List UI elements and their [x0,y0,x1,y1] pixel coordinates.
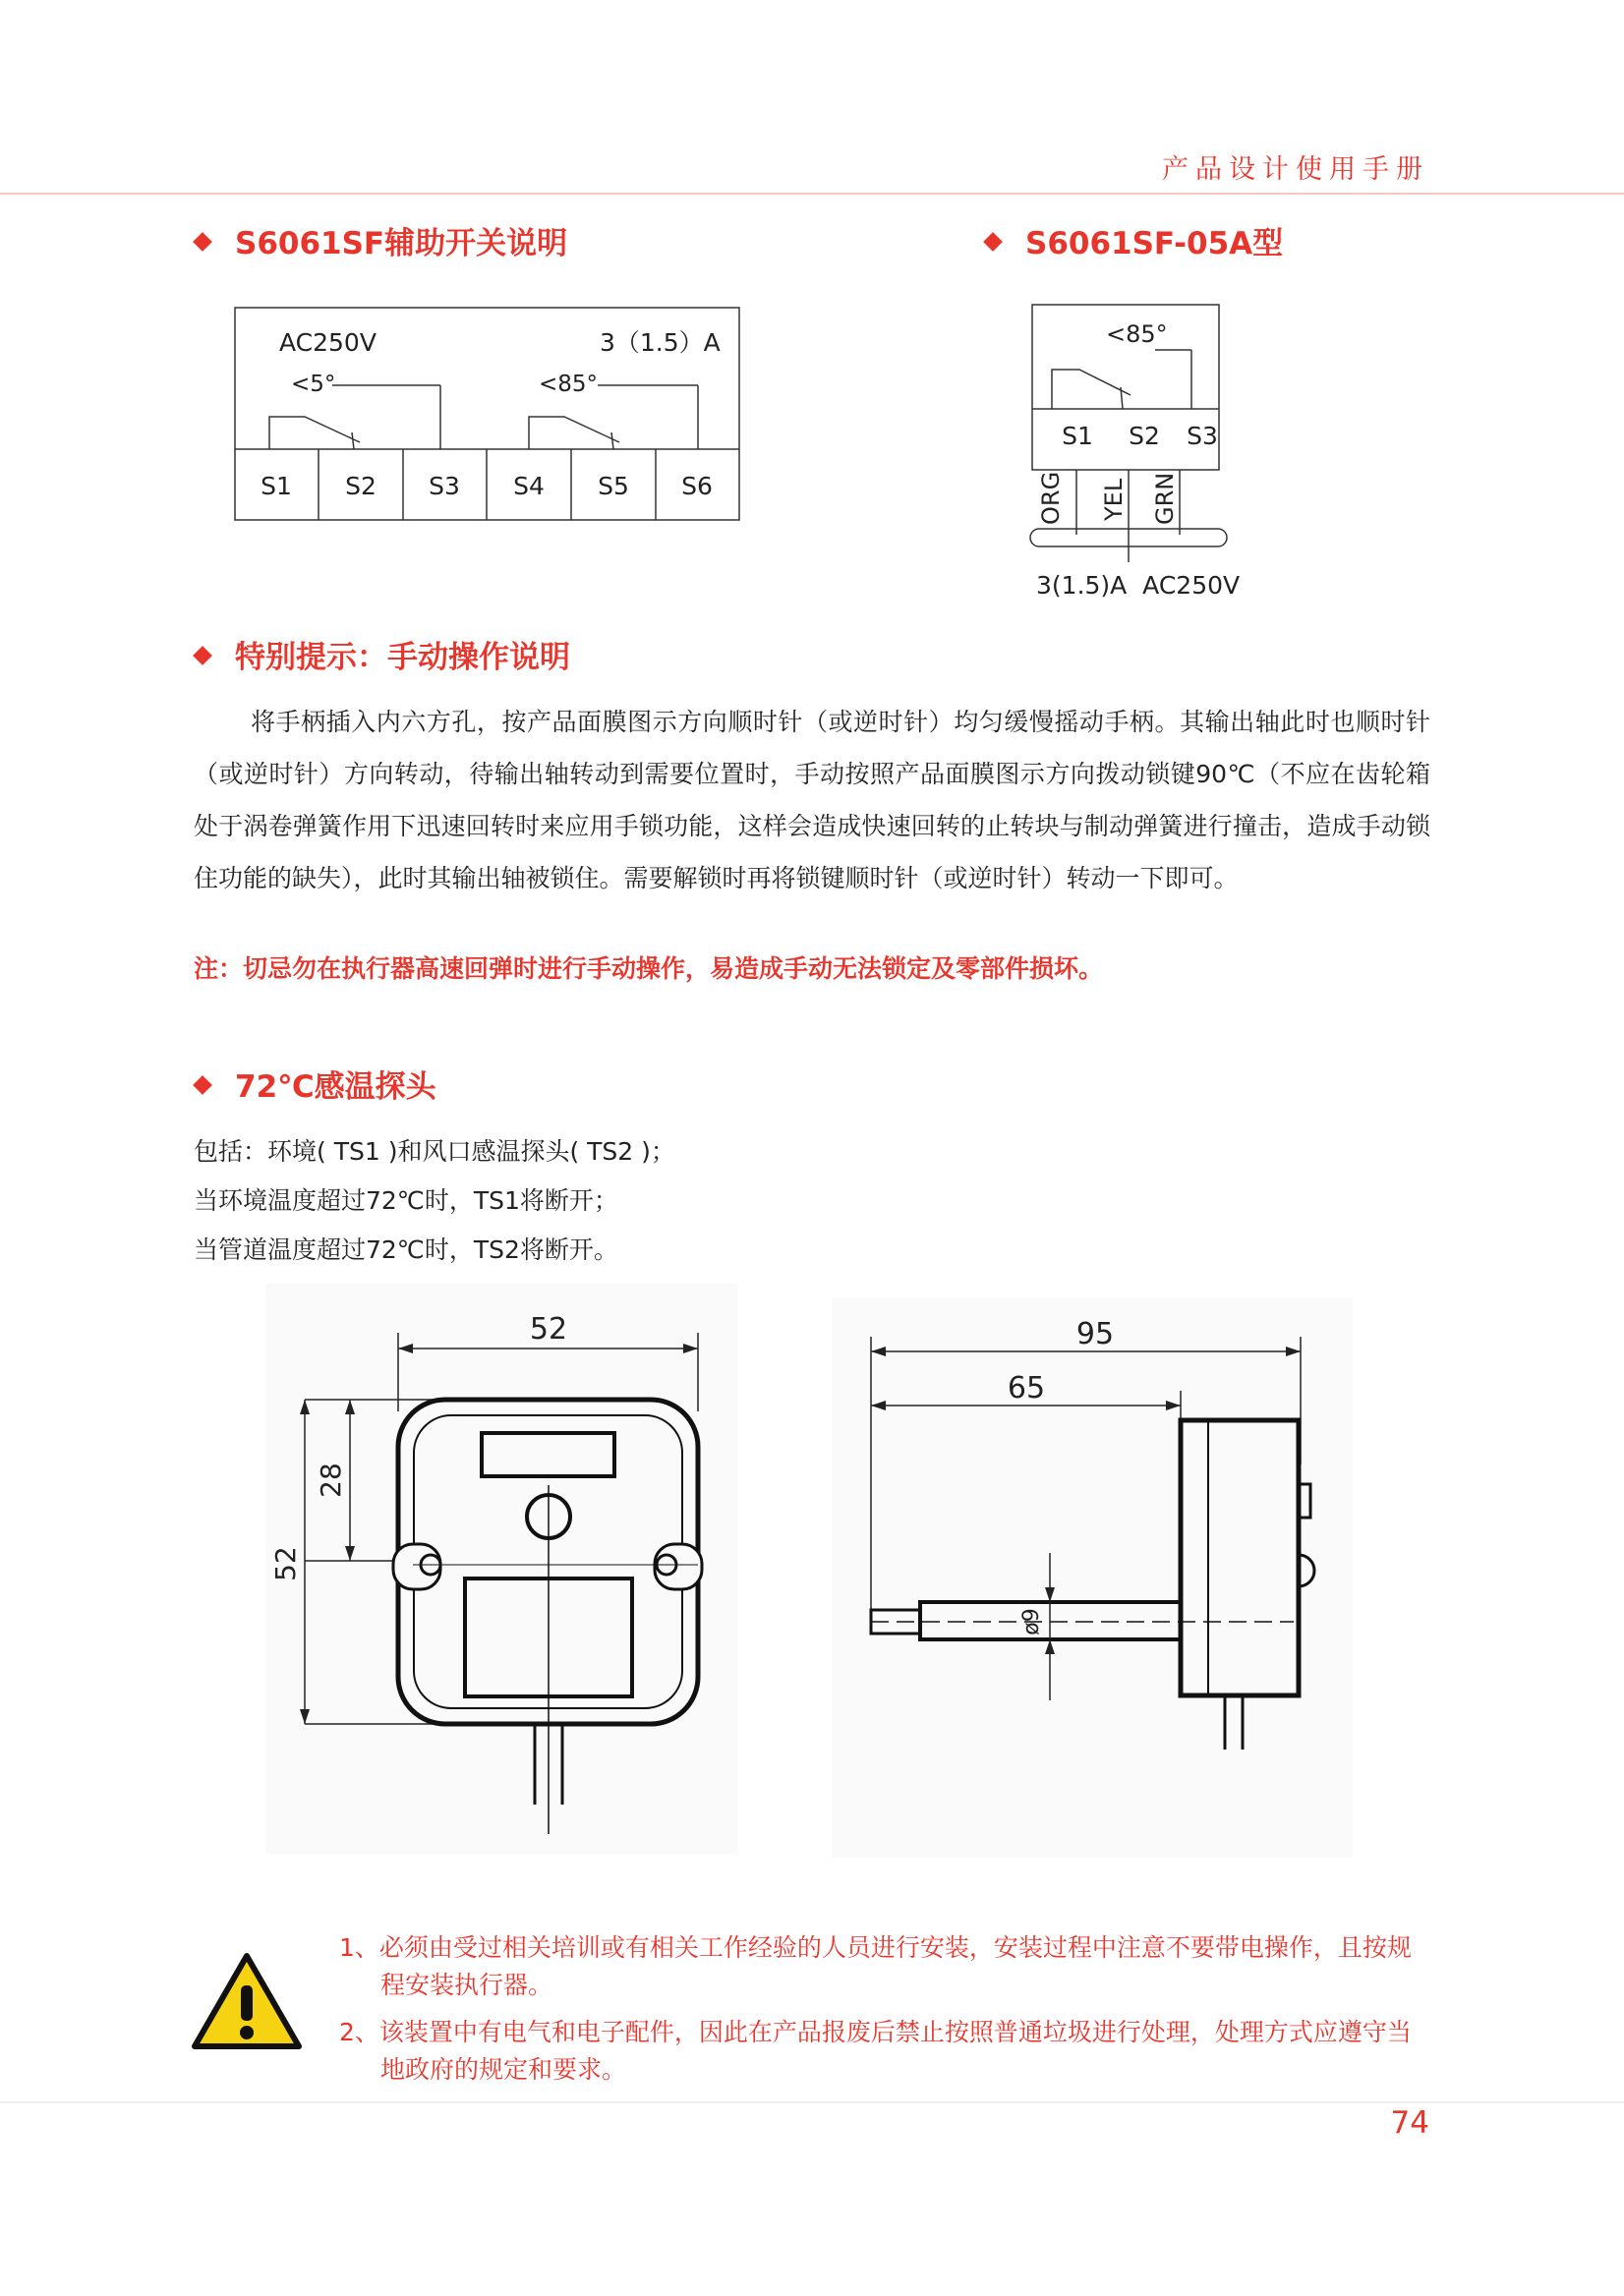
probe-side-drawing [832,1297,1353,1858]
wire-yel: YEL [1100,478,1128,521]
diamond-bullet-icon [193,646,212,665]
terminal-s3: S3 [1187,422,1218,450]
dim-width-label: 52 [529,1312,568,1347]
section2-heading [986,218,1283,262]
angle1-label: <5° [291,372,336,397]
probe-line-3: 当管道温度超过72℃时，TS2将断开。 [194,1235,618,1264]
section3-heading [196,632,570,676]
terminal-s2: S2 [345,472,377,500]
header-title: 产品设计使用手册 [1162,154,1429,185]
terminal-s1: S1 [1062,422,1093,450]
header-rule [0,193,1624,195]
voltage-label: AC250V [279,328,377,357]
terminal-s4: S4 [513,472,545,500]
section3-title: 特别提示：手动操作说明 [235,640,570,675]
current-label: 3（1.5）A [600,328,721,357]
manual-operation-paragraph [194,696,1430,904]
wire-grn: GRN [1151,472,1179,525]
dim-inner-label: 28 [315,1463,347,1498]
diamond-bullet-icon [193,1075,212,1095]
angle2-label: <85° [539,372,599,397]
paragraph-text: 将手柄插入内六方孔，按产品面膜图示方向顺时针（或逆时针）均匀缓慢摇动手柄。其输出轴此时也顺时针（或逆时针）方向转动，待输出轴转动到需要位置时，手动按照产品面膜图示方向拨动锁键90℃（不应在齿轮箱处于涡卷弹簧作用下迅速回转时来应用手锁功能，这样会造成快速回转的止转块与制动弹簧进行撞击，造成手动锁住功能的缺失），此时其输出轴被锁住。需要解锁时再将锁键顺时针（或逆时针）转动一下即可。 [194,708,1430,892]
dim-shaft-label: 65 [1007,1371,1046,1406]
page-number: 74 [1390,2105,1429,2141]
probe-line-1: 包括：环境( TS1 )和风口感温探头( TS2 )； [194,1137,675,1166]
section4-title: 72℃感温探头 [235,1069,436,1105]
s6061sf-switch-diagram [234,307,741,523]
section1-heading [196,218,567,262]
s6061sf-05a-diagram [1022,301,1258,607]
angle-label: <85° [1106,320,1168,348]
caution-note: 注：切忌勿在执行器高速回弹时进行手动操作，易造成手动无法锁定及零部件损坏。 [194,954,1104,983]
dim-dia-label: ø9 [1019,1608,1044,1636]
warning-list [339,1929,1432,2089]
warning-item-1: 1、必须由受过相关培训或有相关工作经验的人员进行安装，安装过程中注意不要带电操作，且按规程安装执行器。 [339,1933,1412,1999]
section4-heading [196,1062,436,1106]
terminal-s5: S5 [598,472,629,500]
footer-rule [0,2101,1624,2103]
wire-org: ORG [1037,471,1065,525]
rating-label: 3(1.5)A AC250V [1036,571,1241,600]
section2-title: S6061SF-05A型 [1025,226,1284,261]
dim-total-label: 95 [1075,1317,1115,1351]
probe-line-2: 当环境温度超过72℃时，TS1将断开； [194,1186,618,1215]
probe-front-drawing [265,1284,737,1854]
dim-height-label: 52 [269,1546,302,1581]
diamond-bullet-icon [983,232,1003,252]
terminal-s6: S6 [681,472,713,500]
terminal-s2: S2 [1129,422,1160,450]
section1-title: S6061SF辅助开关说明 [235,226,568,261]
warning-triangle-icon [189,1950,305,2054]
terminal-s3: S3 [429,472,460,500]
terminal-s1: S1 [261,472,292,500]
diamond-bullet-icon [193,232,212,252]
warning-item-2: 2、该装置中有电气和电子配件，因此在产品报废后禁止按照普通垃圾进行处理，处理方式应遵守当地政府的规定和要求。 [339,2018,1412,2084]
